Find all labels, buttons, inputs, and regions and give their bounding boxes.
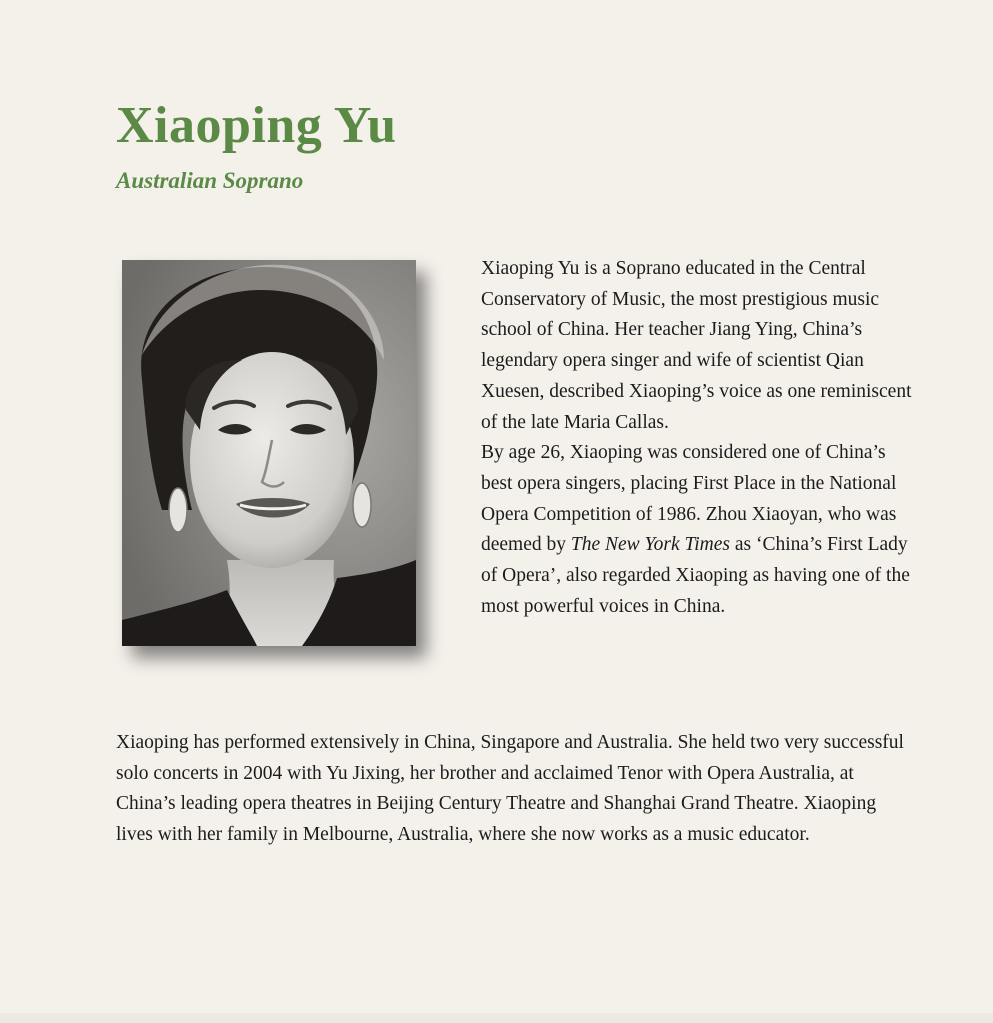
publication-title: The New York Times <box>570 534 730 556</box>
bottom-border <box>0 1013 993 1023</box>
portrait-photo <box>122 260 416 646</box>
bio-paragraph-1: Xiaoping Yu is a Soprano educated in the Central Conservatory of Music, the most prestigious music school of China. Her teacher Jiang Ying, China’s legendary opera singer and wife of scientist Qian Xuesen, described Xiaoping’s voice as one reminiscent of the late Maria Callas. <box>481 258 912 433</box>
bio-paragraph-2-start: By age 26, Xiaoping was considered one of China’s best opera singers, placing First Place in the National Opera Competition of 1986. Zhou Xiaoyan, who was deemed by <box>481 442 897 556</box>
bio-paragraph-2 <box>481 438 921 622</box>
bio-main <box>481 254 921 622</box>
page-subtitle: Australian Soprano <box>116 168 304 193</box>
bio-paragraph-2-end: as ‘China’s First Lady of Opera’, also regarded Xiaoping as having one of the most powerful voices in China. <box>481 534 910 617</box>
portrait-photo-icon <box>122 260 416 646</box>
bio-career <box>116 728 916 851</box>
bio-paragraph-3: Xiaoping has performed extensively in China, Singapore and Australia. She held two very successful solo concerts in 2004 with Yu Jixing, her brother and acclaimed Tenor with Opera Australia, at China’s leading opera theatres in Beijing Century Theatre and Shanghai Grand Theatre. Xiaoping lives with her family in Melbourne, Australia, where she now works as a music educator. <box>116 732 904 846</box>
page-title: Xiaoping Yu <box>116 97 397 154</box>
